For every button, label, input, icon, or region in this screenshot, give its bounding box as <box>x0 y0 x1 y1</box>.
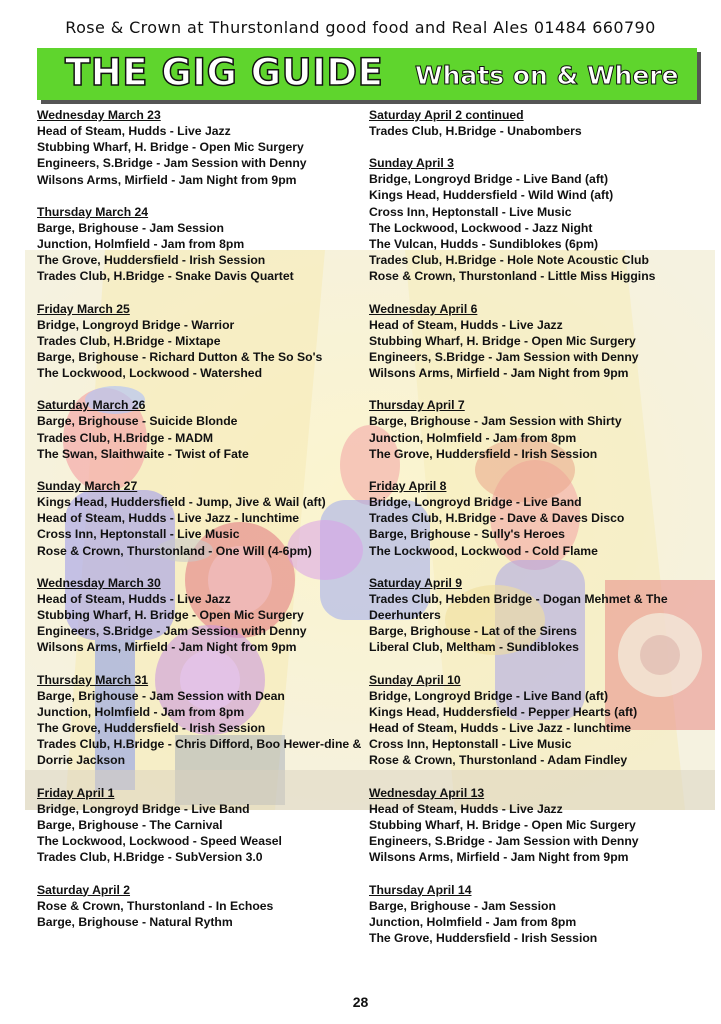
gig-day-title: Thursday March 31 <box>37 672 149 687</box>
gig-listing: Head of Steam, Hudds - Live Jazz <box>369 317 563 332</box>
gig-listing: Trades Club, H.Bridge - Dave & Daves Disco <box>369 511 625 526</box>
gig-day-section <box>369 575 699 656</box>
gig-listing: The Lockwood, Lockwood - Jazz Night <box>369 220 593 235</box>
gig-day-section <box>37 882 362 930</box>
right-listing-column <box>369 107 699 962</box>
gig-listing: Engineers, S.Bridge - Jam Session with Denny <box>37 624 307 639</box>
gig-listing: Barge, Brighouse - Jam Session <box>37 220 224 235</box>
gig-day-section <box>369 672 699 769</box>
gig-listing: Kings Head, Huddersfield - Wild Wind (aft) <box>369 188 614 203</box>
gig-listing: Wilsons Arms, Mirfield - Jam Night from 9pm <box>37 640 297 655</box>
gig-day-title: Thursday April 14 <box>369 882 472 897</box>
gig-listing: Head of Steam, Hudds - Live Jazz - lunchtime <box>37 511 300 526</box>
header-tagline: Rose & Crown at Thurstonland good food and Real Ales 01484 660790 <box>65 18 656 37</box>
gig-listing: Engineers, S.Bridge - Jam Session with Denny <box>369 834 639 849</box>
gig-day-section <box>37 575 362 656</box>
gig-listing: The Swan, Slaithwaite - Twist of Fate <box>37 446 249 461</box>
gig-listing: Kings Head, Huddersfield - Pepper Hearts (aft) <box>369 704 638 719</box>
gig-day-title: Friday March 25 <box>37 301 130 316</box>
gig-listing: Barge, Brighouse - Jam Session with Dean <box>37 688 285 703</box>
gig-listing: The Vulcan, Hudds - Sundiblokes (6pm) <box>369 237 599 252</box>
gig-listing: Trades Club, H.Bridge - Mixtape <box>37 333 221 348</box>
gig-listing: Head of Steam, Hudds - Live Jazz <box>37 124 231 138</box>
gig-listing: Stubbing Wharf, H. Bridge - Open Mic Surgery <box>369 817 636 832</box>
gig-listing: Wilsons Arms, Mirfield - Jam Night from 9pm <box>369 366 629 381</box>
gig-listing: Barge, Brighouse - The Carnival <box>37 817 223 832</box>
gig-listing: Rose & Crown, Thurstonland - In Echoes <box>37 898 274 913</box>
gig-day-title: Friday April 8 <box>369 479 447 494</box>
gig-listing: Wilsons Arms, Mirfield - Jam Night from 9pm <box>37 172 297 187</box>
gig-day-title: Saturday April 9 <box>369 575 463 590</box>
gig-day-title: Saturday April 2 <box>37 882 131 897</box>
gig-listing: Junction, Holmfield - Jam from 8pm <box>37 704 245 719</box>
gig-day-title: Thursday March 24 <box>37 204 149 219</box>
gig-listing: Bridge, Longroyd Bridge - Live Band (aft) <box>369 172 609 187</box>
gig-day-title: Sunday April 10 <box>369 672 461 687</box>
gig-listing: The Grove, Huddersfield - Irish Session <box>369 446 598 461</box>
gig-listing: Trades Club, H.Bridge - MADM <box>37 430 214 445</box>
gig-day-section <box>37 478 362 559</box>
gig-day-title: Wednesday March 30 <box>37 575 161 590</box>
gig-listing: Trades Club, H.Bridge - Chris Difford, Boo Hewer-dine & Dorrie Jackson <box>37 737 362 768</box>
gig-listing: Barge, Brighouse - Suicide Blonde <box>37 414 238 429</box>
gig-listing: Kings Head, Huddersfield - Jump, Jive & Wail (aft) <box>37 495 326 510</box>
gig-listing: The Grove, Huddersfield - Irish Session <box>37 721 266 736</box>
gig-day-section <box>37 785 362 866</box>
gig-day-section <box>37 301 362 382</box>
gig-day-section <box>369 785 699 866</box>
gig-day-title: Saturday March 26 <box>37 398 146 413</box>
gig-listing: Barge, Brighouse - Richard Dutton & The So So's <box>37 350 323 365</box>
gig-listing: Barge, Brighouse - Lat of the Sirens <box>369 624 577 639</box>
gig-listing: Junction, Holmfield - Jam from 8pm <box>369 914 577 929</box>
gig-day-title: Wednesday April 6 <box>369 301 478 316</box>
gig-listing: Rose & Crown, Thurstonland - Little Miss Higgins <box>369 269 656 284</box>
gig-listing: The Lockwood, Lockwood - Watershed <box>37 366 263 381</box>
gig-listing: Junction, Holmfield - Jam from 8pm <box>369 430 577 445</box>
gig-listing: Liberal Club, Meltham - Sundiblokes <box>369 640 579 655</box>
gig-listing: Trades Club, H.Bridge - Unabombers <box>369 124 582 138</box>
gig-listing: Cross Inn, Heptonstall - Live Music <box>37 527 240 542</box>
guide-title: THE GIG GUIDE <box>65 51 384 94</box>
gig-day-section <box>37 672 362 769</box>
gig-day-section <box>369 107 699 139</box>
gig-day-section <box>369 155 699 284</box>
gig-listing: Head of Steam, Hudds - Live Jazz <box>37 591 231 606</box>
gig-listing: Junction, Holmfield - Jam from 8pm <box>37 237 245 252</box>
gig-day-title: Sunday April 3 <box>369 156 454 171</box>
gig-listing: Cross Inn, Heptonstall - Live Music <box>369 204 572 219</box>
gig-listing: Barge, Brighouse - Jam Session with Shirty <box>369 414 622 429</box>
gig-day-title: Saturday April 2 continued <box>369 108 524 122</box>
gig-listing: Rose & Crown, Thurstonland - Adam Findley <box>369 753 628 768</box>
gig-listing: Cross Inn, Heptonstall - Live Music <box>369 737 572 752</box>
gig-listing: Trades Club, H.Bridge - SubVersion 3.0 <box>37 850 263 865</box>
gig-listing: Trades Club, Hebden Bridge - Dogan Mehmet & The Deerhunters <box>369 591 668 623</box>
gig-listing: Barge, Brighouse - Natural Rythm <box>37 914 233 929</box>
gig-listing: Engineers, S.Bridge - Jam Session with Denny <box>369 350 639 365</box>
gig-listing: Head of Steam, Hudds - Live Jazz - lunchtime <box>369 721 632 736</box>
gig-day-section <box>369 478 699 559</box>
gig-listing: Bridge, Longroyd Bridge - Live Band (aft) <box>369 688 609 703</box>
gig-day-title: Wednesday March 23 <box>37 108 161 122</box>
gig-day-section <box>369 301 699 382</box>
gig-day-section <box>37 107 362 188</box>
page-number: 28 <box>352 994 369 1010</box>
gig-listing: The Grove, Huddersfield - Irish Session <box>37 253 266 268</box>
gig-day-section <box>37 204 362 285</box>
gig-listing: Stubbing Wharf, H. Bridge - Open Mic Surgery <box>369 333 636 348</box>
gig-listing: Wilsons Arms, Mirfield - Jam Night from 9pm <box>369 850 629 865</box>
gig-listing: Rose & Crown, Thurstonland - One Will (4-6pm) <box>37 543 312 558</box>
gig-listing: Barge, Brighouse - Jam Session <box>369 898 556 913</box>
gig-listing: Bridge, Longroyd Bridge - Live Band <box>369 495 582 510</box>
gig-listing: Engineers, S.Bridge - Jam Session with Denny <box>37 156 307 171</box>
gig-day-section <box>369 397 699 462</box>
gig-listing: Trades Club, H.Bridge - Hole Note Acoustic Club <box>369 253 649 268</box>
gig-day-section <box>37 397 362 462</box>
left-listing-column <box>37 107 362 946</box>
gig-listing: Stubbing Wharf, H. Bridge - Open Mic Surgery <box>37 608 304 623</box>
title-banner <box>37 48 697 100</box>
gig-listing: Barge, Brighouse - Sully's Heroes <box>369 527 565 542</box>
gig-listing: The Lockwood, Lockwood - Cold Flame <box>369 543 598 558</box>
gig-listing: Bridge, Longroyd Bridge - Warrior <box>37 317 235 332</box>
gig-day-title: Friday April 1 <box>37 785 115 800</box>
gig-day-title: Thursday April 7 <box>369 398 465 413</box>
gig-listing: The Lockwood, Lockwood - Speed Weasel <box>37 834 282 849</box>
gig-listing: Head of Steam, Hudds - Live Jazz <box>369 801 563 816</box>
gig-listing: Bridge, Longroyd Bridge - Live Band <box>37 801 250 816</box>
gig-day-title: Sunday March 27 <box>37 479 138 494</box>
gig-listing: Stubbing Wharf, H. Bridge - Open Mic Surgery <box>37 140 304 155</box>
guide-subtitle: Whats on & Where <box>415 61 679 90</box>
gig-day-title: Wednesday April 13 <box>369 785 485 800</box>
gig-listing: Trades Club, H.Bridge - Snake Davis Quartet <box>37 269 294 284</box>
gig-day-section <box>369 882 699 947</box>
gig-listing: The Grove, Huddersfield - Irish Session <box>369 930 598 945</box>
